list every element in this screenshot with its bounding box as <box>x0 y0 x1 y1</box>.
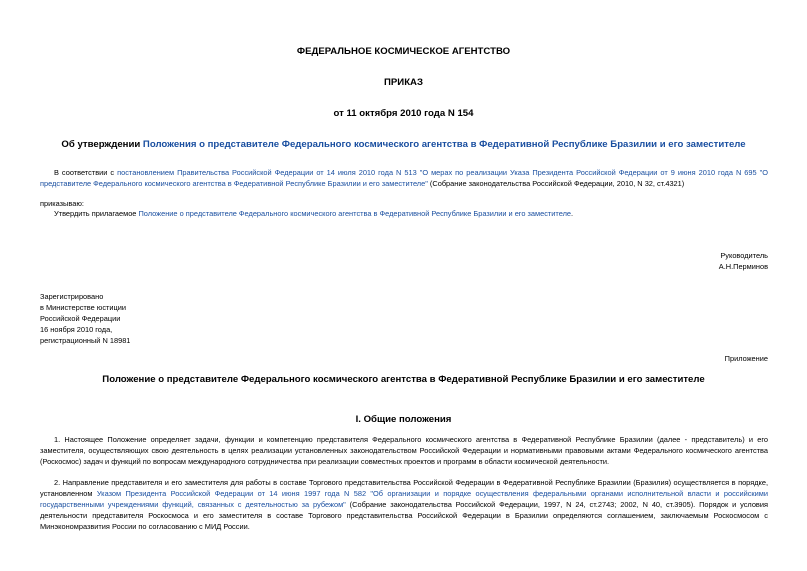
subject-link[interactable]: Положения о представителе Федерального космического агентства в Федеративной Республике Бразилии и его заместителе <box>142 139 746 150</box>
paragraph-2-decree-link[interactable]: Указом Президента Российской Федерации от 14 июня 1997 года N 582 "Об организации и порядке осуществления федеральными органами исполнительной власти и российскими государственными учреждениями функций, связанных с деятельностью за рубежом" <box>40 489 769 509</box>
paragraph-1: 1. Настоящее Положение определяет задачи, функции и компетенцию представителя Федерального космического агентства в Федеративной Республике Бразилии (далее - представитель) и его заместителя, осуществляющих свою деятельность в целях реализации установленных законодательством Российской Федерации и нормативными правовыми актами Федерального космического агентства (Роскосмос) задач и функций по вопросам международного сотрудничества при реализации совместных проектов и программ в области космической деятельности. <box>40 435 768 466</box>
document-type: ПРИКАЗ <box>384 77 423 88</box>
registration-line-1: Зарегистрировано <box>40 292 104 301</box>
signature-title: Руководитель <box>720 251 768 260</box>
order-paragraph <box>54 208 768 219</box>
section-heading: I. Общие положения <box>355 414 452 425</box>
preamble-paragraph <box>40 167 768 189</box>
agency-title: ФЕДЕРАЛЬНОЕ КОСМИЧЕСКОЕ АГЕНТСТВО <box>296 46 511 57</box>
preamble-text-start: В соответствии с <box>54 168 118 177</box>
signature-name: А.Н.Перминов <box>718 262 768 271</box>
subject-prefix: Об утверждении <box>61 139 143 150</box>
preamble-text-end: (Собрание законодательства Российской Федерации, 2010, N 32, ст.4321) <box>427 179 685 188</box>
order-label: приказываю: <box>40 199 84 208</box>
registration-line-5: регистрационный N 18981 <box>40 336 131 345</box>
paragraph-2 <box>40 477 768 532</box>
order-text-start: Утвердить прилагаемое <box>54 209 139 218</box>
registration-line-2: в Министерстве юстиции <box>40 303 127 312</box>
document-subject <box>0 138 807 151</box>
order-regulation-link[interactable]: Положение о представителе Федерального космического агентства в Федеративной Республике Бразилии и его заместителе <box>138 209 571 218</box>
document-date-number: от 11 октября 2010 года N 154 <box>333 108 474 119</box>
appendix-label: Приложение <box>724 354 768 363</box>
appendix-title: Положение о представителе Федерального космического агентства в Федеративной Республике Бразилии и его заместителе <box>102 374 705 385</box>
registration-block <box>40 291 130 346</box>
registration-line-4: 16 ноября 2010 года, <box>40 325 113 334</box>
order-text-end: . <box>571 209 574 218</box>
paragraph-2-text-end: (Собрание законодательства Российской Федерации, 1997, N 24, ст.2743; 2002, N 40, ст.3905). Порядок и условия деятельности представителя Роскосмоса и его заместителя в составе Торгового представительства Российской Федерации в Бразилии определяются соглашением, заключаемым Роскосмосом с Минэкономразвития России по согласованию с МИД России. <box>40 500 768 531</box>
preamble-decree-link[interactable]: постановлением Правительства Российской Федерации от 14 июля 2010 года N 513 "О мерах по реализации Указа Президента Российской Федерации от 9 июня 2010 года N 695 "О представителе Федерального космического агентства в Федеративной Республике Бразилии и его заместителе" <box>40 168 768 188</box>
paragraph-2-text-start: 2. Направление представителя и его заместителя для работы в составе Торгового представительства Российской Федерации в Федеративной Республике Бразилии (Бразилия) осуществляется в порядке, установленном <box>40 478 768 498</box>
registration-line-3: Российской Федерации <box>40 314 121 323</box>
